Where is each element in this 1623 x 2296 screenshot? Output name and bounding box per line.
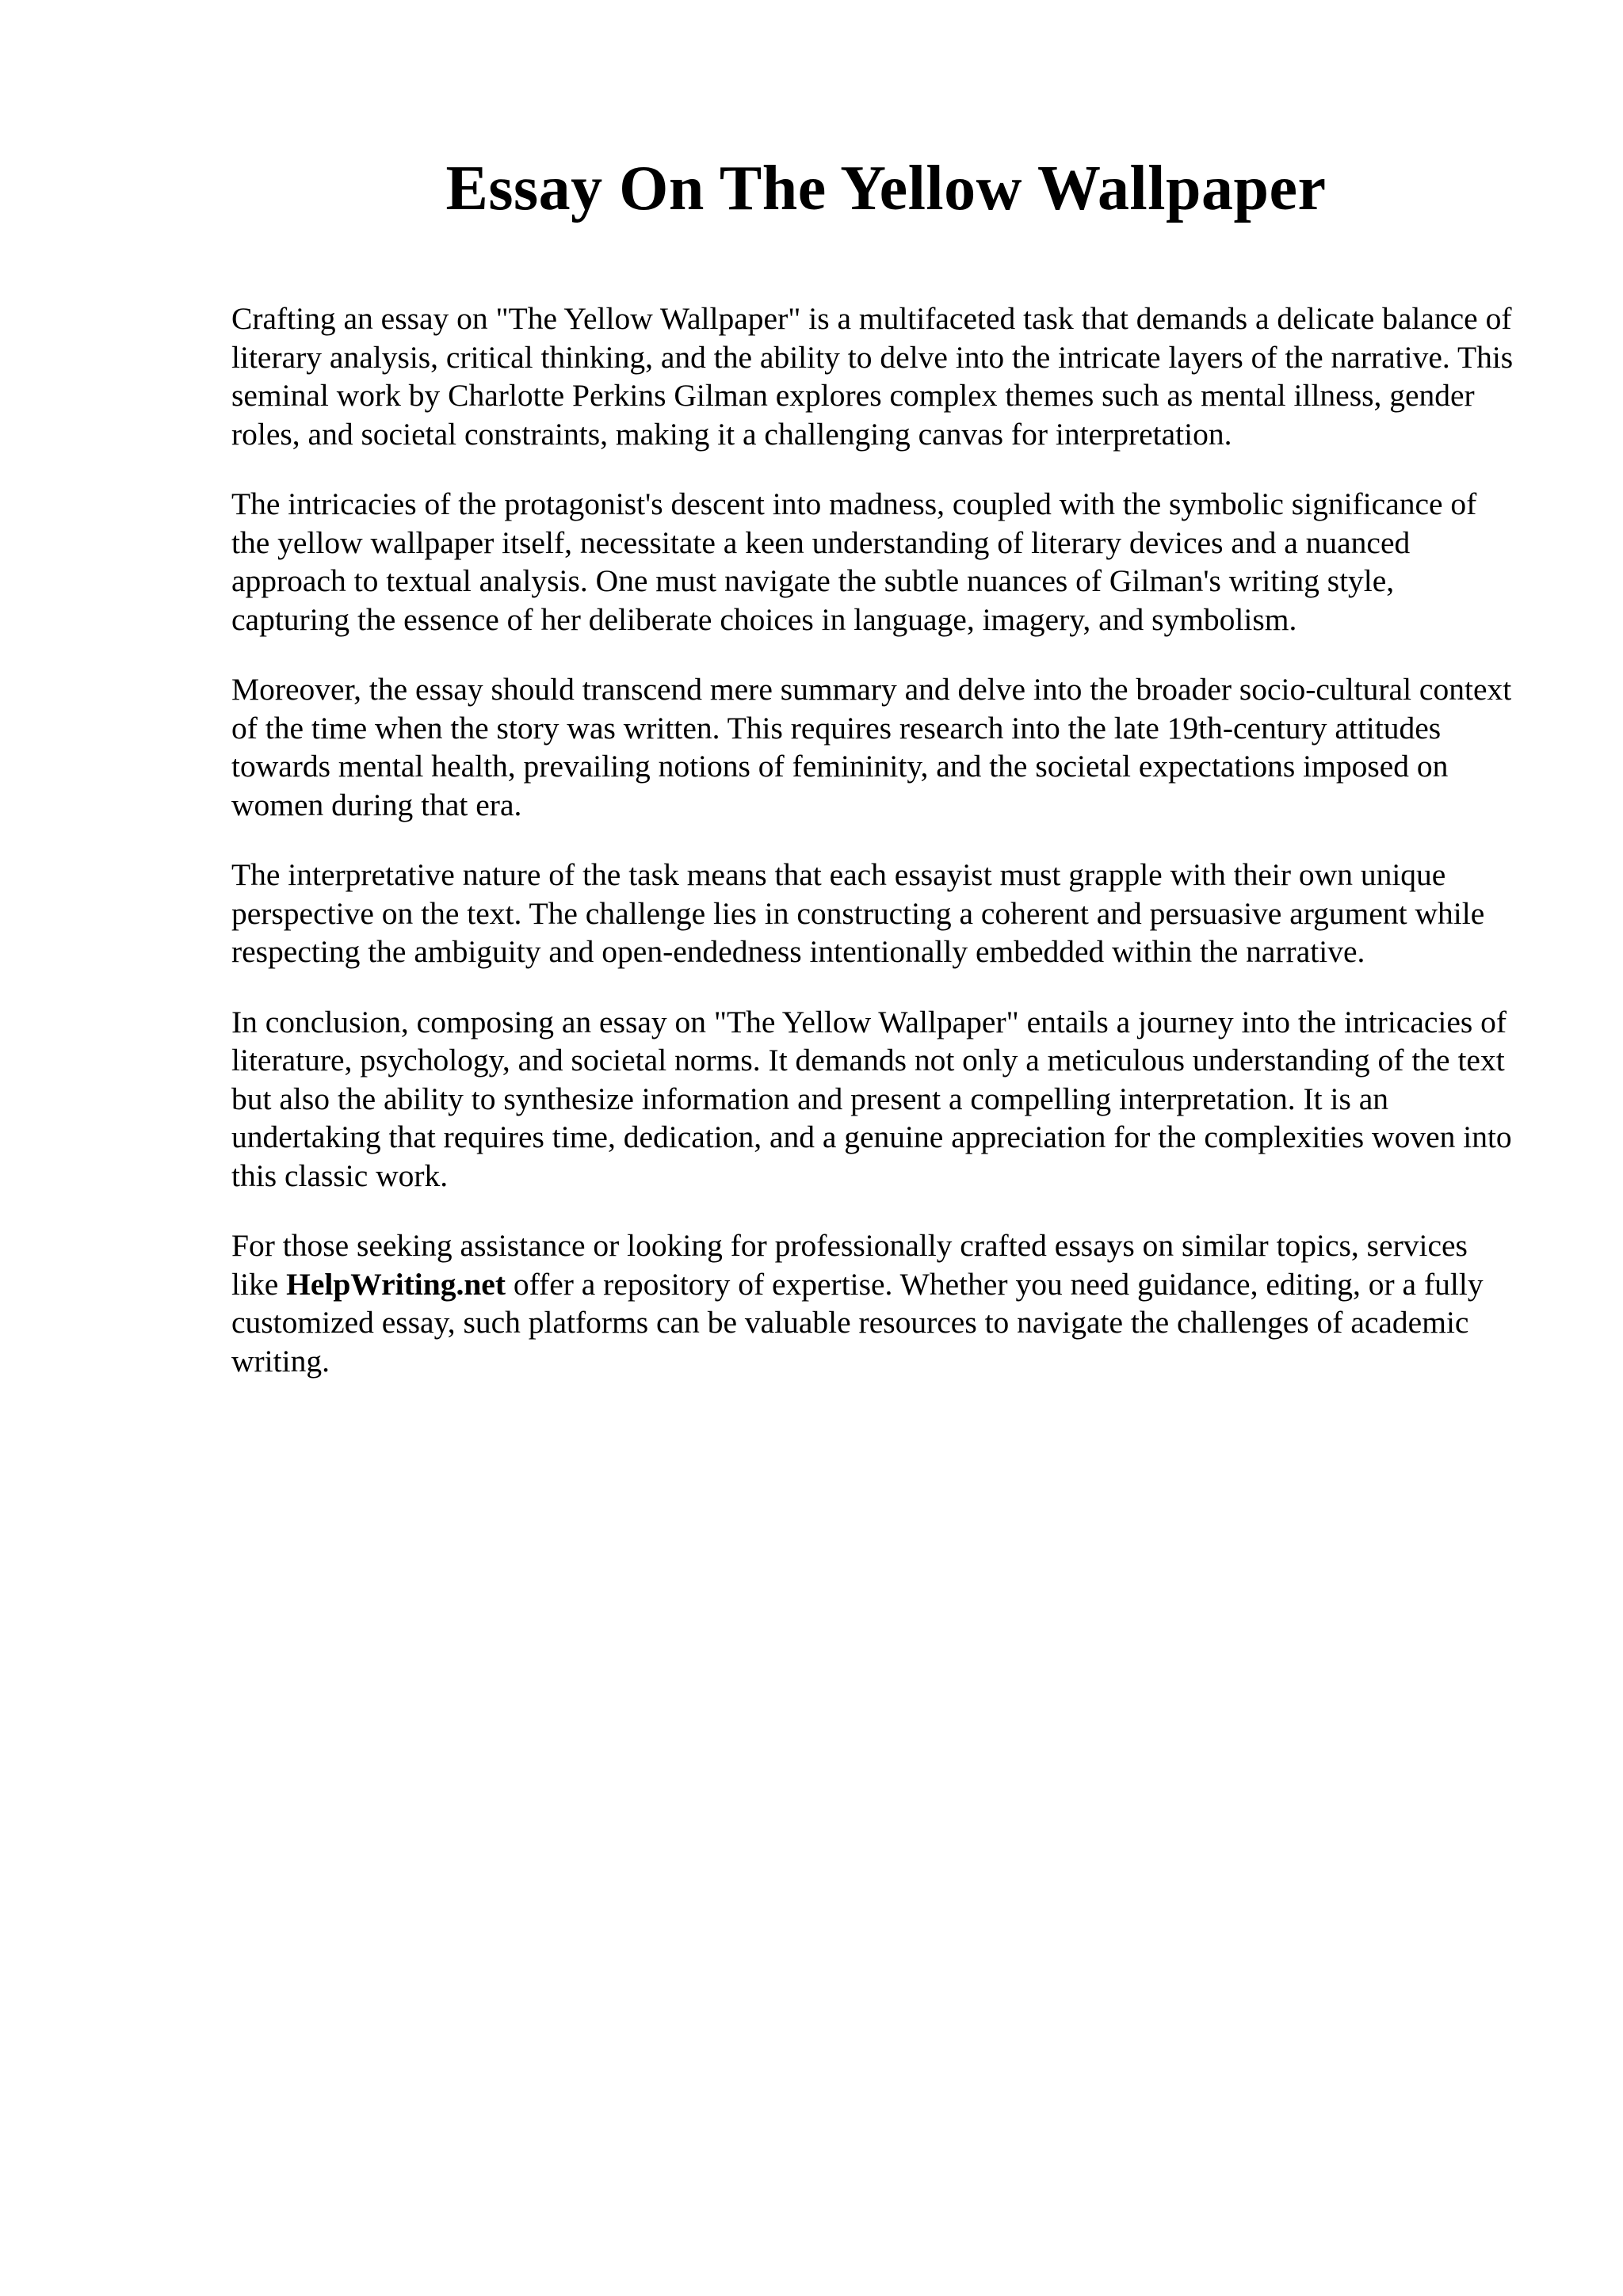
paragraph-4: The interpretative nature of the task means that each essayist must grapple with their own unique perspective on the text. The challenge lies in constructing a coherent and persuasive argument while respecting the ambiguity and open-endedness intentionally embedded within the narrative. (231, 857, 1485, 969)
paragraph-6 (231, 1226, 1515, 1380)
paragraph-3: Moreover, the essay should transcend mere summary and delve into the broader socio-cultural context of the time when the story was written. This requires research into the late 19th-century attitudes towards mental health, prevailing notions of femininity, and the societal expectations imposed on women during that era. (231, 672, 1512, 822)
paragraph-6-tail-text: offer a repository of expertise. Whether you need guidance, editing, or a fully customized essay, such platforms can be valuable resources to navigate the challenges of academic writing. (231, 1266, 1484, 1379)
paragraph-1: Crafting an essay on "The Yellow Wallpaper" is a multifaceted task that demands a delicate balance of literary analysis, critical thinking, and the ability to delve into the intricate layers of the narrative. This seminal work by Charlotte Perkins Gilman explores complex themes such as mental illness, gender roles, and societal constraints, making it a challenging canvas for interpretation. (231, 301, 1514, 452)
helpwriting-link[interactable]: HelpWriting.net (286, 1266, 506, 1302)
paragraph-5: In conclusion, composing an essay on "The Yellow Wallpaper" entails a journey into the intricacies of literature, psychology, and societal norms. It demands not only a meticulous understanding of the text but also the ability to synthesize information and present a compelling interpretation. It is an undertaking that requires time, dedication, and a genuine appreciation for the complexities woven into this classic work. (231, 1004, 1512, 1193)
paragraph-6-lead-text: For those seeking assistance or looking for professionally crafted essays on similar topics, services like (231, 1228, 1468, 1302)
paragraph-2: The intricacies of the protagonist's descent into madness, coupled with the symbolic significance of the yellow wallpaper itself, necessitate a keen understanding of literary devices and a nuanced approach to textual analysis. One must navigate the subtle nuances of Gilman's writing style, capturing the essence of her deliberate choices in language, imagery, and symbolism. (231, 486, 1477, 637)
page-title: Essay On The Yellow Wallpaper (445, 154, 1327, 223)
essay-body (231, 299, 1515, 1412)
